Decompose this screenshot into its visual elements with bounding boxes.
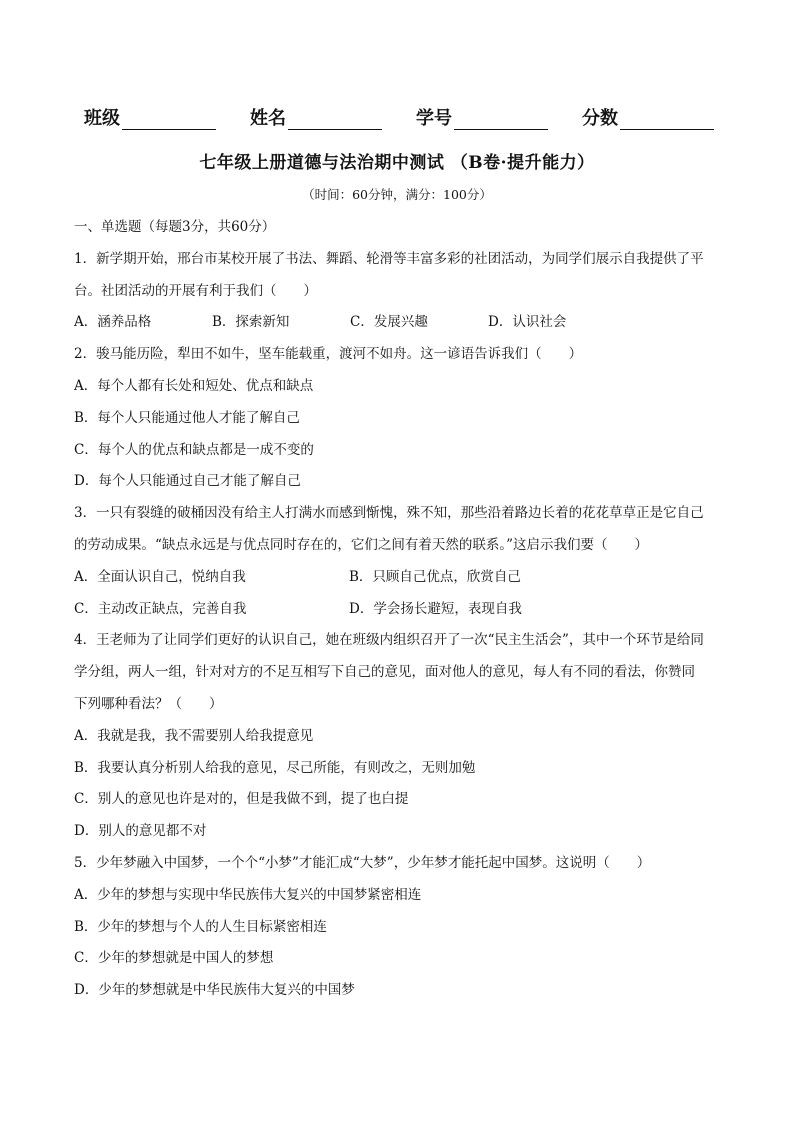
score-field — [582, 104, 714, 130]
option-d[interactable]: D．少年的梦想就是中华民族伟大复兴的中国梦 — [74, 982, 355, 999]
option-c[interactable]: C．少年的梦想就是中国人的梦想 — [74, 950, 274, 967]
class-field — [84, 104, 216, 130]
option-d[interactable]: D．学会扬长避短，表现自我 — [349, 600, 522, 617]
option-a[interactable]: A．少年的梦想与实现中华民族伟大复兴的中国梦紧密相连 — [74, 886, 422, 903]
option-b[interactable]: B．我要认真分析别人给我的意见，尽己所能，有则改之，无则加勉 — [74, 759, 476, 776]
question-stem-line: 下列哪种看法？（ ） — [74, 695, 223, 712]
student-no-blank[interactable] — [454, 111, 548, 130]
score-label: 分数 — [582, 108, 618, 129]
section-heading: 一、单选题（每题3分，共60分） — [74, 219, 276, 235]
option-c[interactable]: C．每个人的优点和缺点都是一成不变的 — [74, 441, 314, 458]
question-3 — [74, 503, 724, 630]
option-a[interactable]: A．我就是我，我不需要别人给我提意见 — [74, 727, 314, 744]
name-field — [250, 104, 382, 130]
exam-subtitle: （时间：60分钟，满分：100分） — [302, 187, 492, 202]
question-list — [74, 217, 724, 1012]
question-4 — [74, 630, 724, 853]
question-1 — [74, 249, 724, 344]
option-a[interactable]: A．涵养品格 — [74, 314, 152, 331]
student-no-field — [416, 104, 548, 130]
score-blank[interactable] — [620, 111, 714, 130]
exam-title: 七年级上册道德与法治期中测试 （B卷·提升能力） — [199, 153, 595, 173]
option-b[interactable]: B．每个人只能通过他人才能了解自己 — [74, 409, 300, 426]
student-info-fields — [84, 104, 724, 130]
option-c[interactable]: C．别人的意见也许是对的，但是我做不到，提了也白提 — [74, 791, 409, 808]
question-stem-line: 台。社团活动的开展有利于我们（ ） — [74, 282, 317, 299]
option-b[interactable]: B．探索新知 — [212, 314, 290, 331]
option-row — [74, 599, 724, 631]
question-stem-line: 1．新学期开始，邢台市某校开展了书法、舞蹈、轮滑等丰富多彩的社团活动，为同学们展示自我提供了平 — [74, 250, 704, 267]
question-stem-line: 学分组，两人一组，针对对方的不足互相写下自己的意见，面对他人的意见，每人有不同的看法，你赞同 — [74, 664, 695, 681]
option-b[interactable]: B．只顾自己优点，欣赏自己 — [349, 568, 521, 585]
question-stem-line: 的劳动成果。“缺点永远是与优点同时存在的，它们之间有着天然的联系。”这启示我们要（ ） — [74, 536, 649, 553]
question-stem-line: 4．王老师为了让同学们更好的认识自己，她在班级内组织召开了一次“民主生活会”，其中一个环节是给同 — [74, 632, 704, 649]
class-blank[interactable] — [122, 111, 216, 130]
option-row — [74, 312, 724, 344]
question-5 — [74, 853, 724, 1012]
option-c[interactable]: C．发展兴趣 — [350, 314, 428, 331]
question-stem-line: 5．少年梦融入中国梦，一个个“小梦”才能汇成“大梦”，少年梦才能托起中国梦。这说明（ ） — [74, 854, 651, 871]
name-blank[interactable] — [288, 111, 382, 130]
question-stem-line: 3．一只有裂缝的破桶因没有给主人打满水而感到惭愧，殊不知，那些沿着路边长着的花花草草正是它自己 — [74, 505, 704, 522]
question-stem-line: 2．骏马能历险，犁田不如牛，坚车能载重，渡河不如舟。这一谚语告诉我们（ ） — [74, 346, 583, 363]
option-d[interactable]: D．别人的意见都不对 — [74, 823, 207, 840]
option-a[interactable]: A．全面认识自己，悦纳自我 — [74, 568, 246, 585]
option-d[interactable]: D．认识社会 — [488, 314, 567, 331]
name-label: 姓名 — [250, 108, 286, 129]
student-no-label: 学号 — [416, 108, 452, 129]
option-d[interactable]: D．每个人只能通过自己才能了解自己 — [74, 473, 301, 490]
class-label: 班级 — [84, 108, 120, 129]
question-2 — [74, 344, 724, 503]
option-row — [74, 567, 724, 599]
option-a[interactable]: A．每个人都有长处和短处、优点和缺点 — [74, 377, 314, 394]
option-c[interactable]: C．主动改正缺点，完善自我 — [74, 600, 247, 617]
option-b[interactable]: B．少年的梦想与个人的人生目标紧密相连 — [74, 918, 327, 935]
